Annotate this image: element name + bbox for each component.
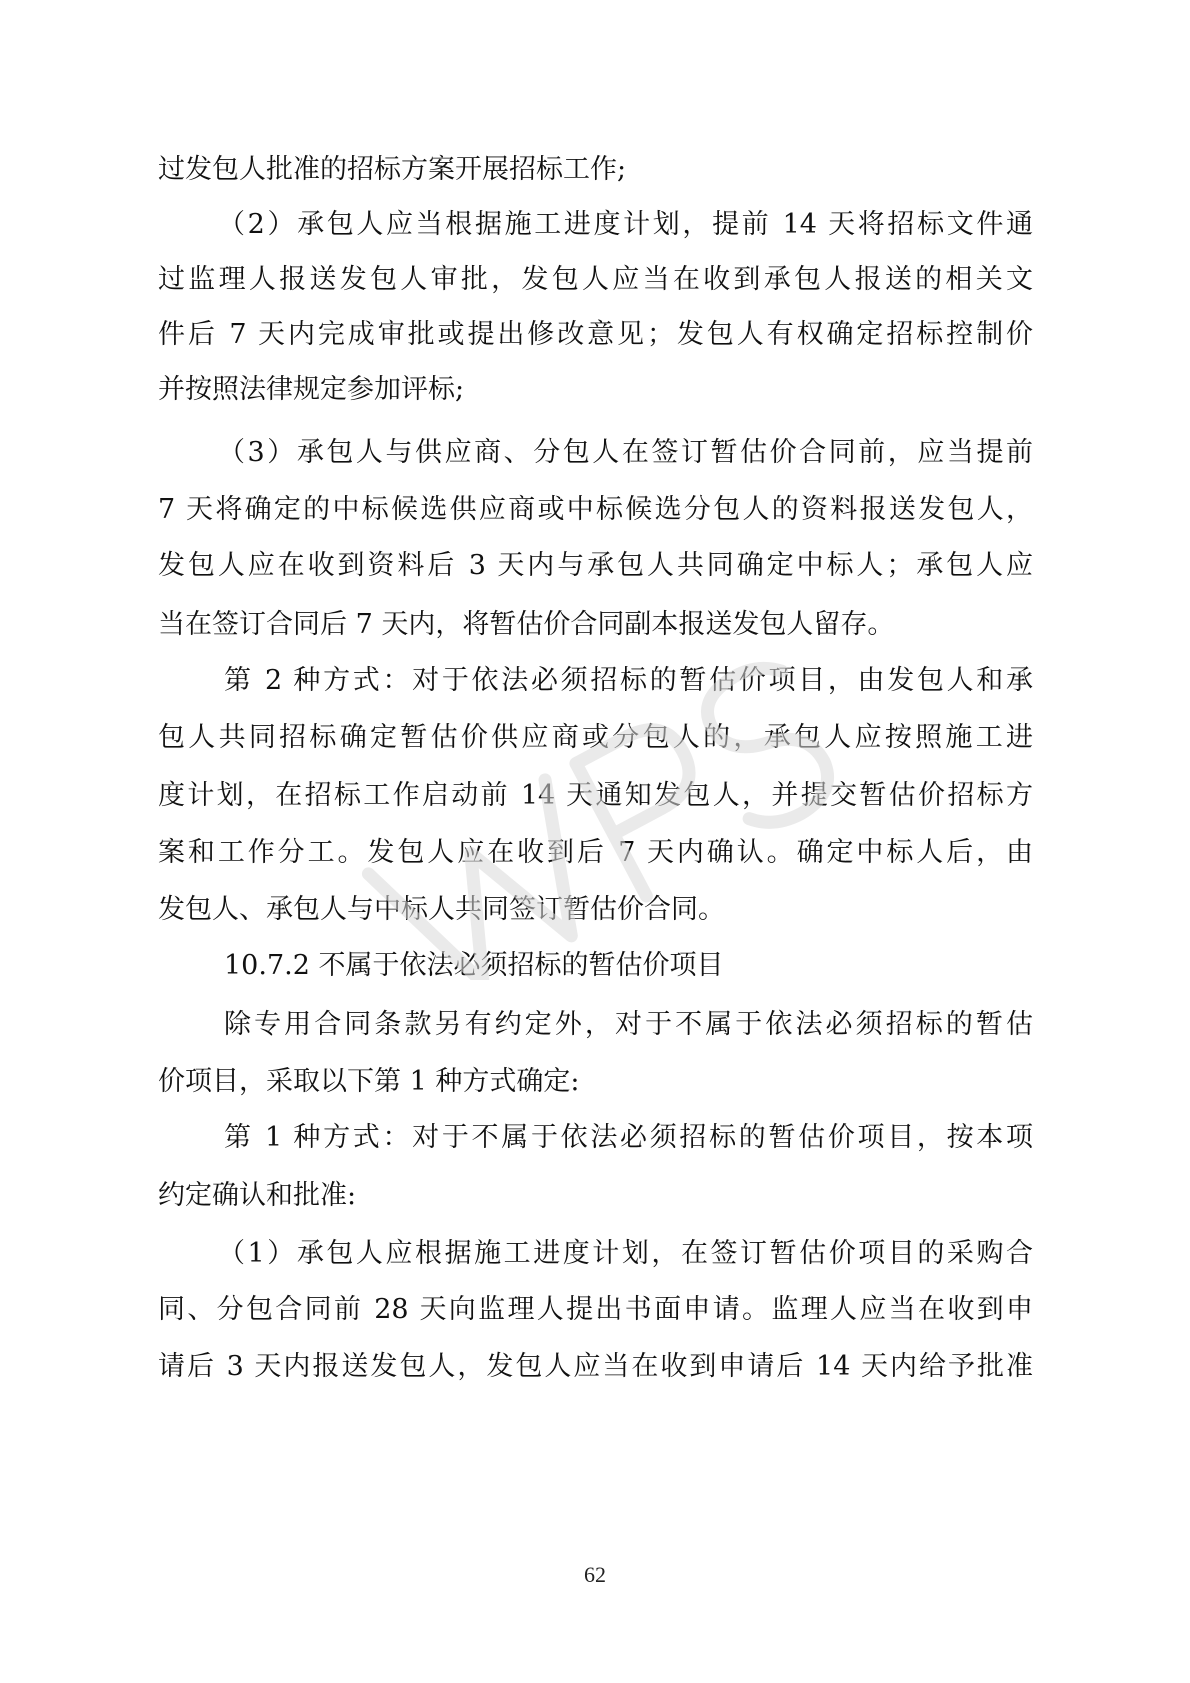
text-line-20: （1）承包人应根据施工进度计划，在签订暂估价项目的采购合 bbox=[218, 1238, 1033, 1269]
text-line-7: 7 天将确定的中标候选供应商或中标候选分包人的资料报送发包人， bbox=[158, 494, 1033, 525]
text-line-9: 当在签订合同后 7 天内，将暂估价合同副本报送发包人留存。 bbox=[158, 609, 895, 640]
text-line-4: 件后 7 天内完成审批或提出修改意见；发包人有权确定招标控制价 bbox=[158, 319, 1033, 350]
text-line-22: 请后 3 天内报送发包人，发包人应当在收到申请后 14 天内给予批准 bbox=[158, 1351, 1033, 1382]
page-number: 62 bbox=[584, 1562, 606, 1587]
text-line-2: （2）承包人应当根据施工进度计划，提前 14 天将招标文件通 bbox=[218, 209, 1033, 240]
text-line-19: 约定确认和批准: bbox=[158, 1180, 357, 1211]
text-line-3: 过监理人报送发包人审批，发包人应当在收到承包人报送的相关文 bbox=[158, 264, 1033, 295]
text-line-21: 同、分包合同前 28 天向监理人提出书面申请。监理人应当在收到申 bbox=[158, 1294, 1033, 1325]
section-heading-10-7-2: 10.7.2 不属于依法必须招标的暂估价项目 bbox=[224, 950, 724, 981]
text-line-1: 过发包人批准的招标方案开展招标工作; bbox=[158, 154, 627, 185]
text-line-12: 度计划，在招标工作启动前 14 天通知发包人，并提交暂估价招标方 bbox=[158, 780, 1033, 811]
text-line-14: 发包人、承包人与中标人共同签订暂估价合同。 bbox=[158, 894, 725, 925]
text-line-17: 价项目，采取以下第 1 种方式确定: bbox=[158, 1066, 580, 1097]
text-line-8: 发包人应在收到资料后 3 天内与承包人共同确定中标人；承包人应 bbox=[158, 550, 1033, 581]
text-line-13: 案和工作分工。发包人应在收到后 7 天内确认。确定中标人后，由 bbox=[158, 837, 1033, 868]
text-line-10: 第 2 种方式：对于依法必须招标的暂估价项目，由发包人和承 bbox=[224, 665, 1033, 696]
text-line-18: 第 1 种方式：对于不属于依法必须招标的暂估价项目，按本项 bbox=[224, 1122, 1033, 1153]
text-line-6: （3）承包人与供应商、分包人在签订暂估价合同前，应当提前 bbox=[218, 437, 1033, 468]
text-line-5: 并按照法律规定参加评标; bbox=[158, 374, 465, 405]
text-line-16: 除专用合同条款另有约定外，对于不属于依法必须招标的暂估 bbox=[224, 1009, 1033, 1040]
text-line-11: 包人共同招标确定暂估价供应商或分包人的，承包人应按照施工进 bbox=[158, 722, 1033, 753]
